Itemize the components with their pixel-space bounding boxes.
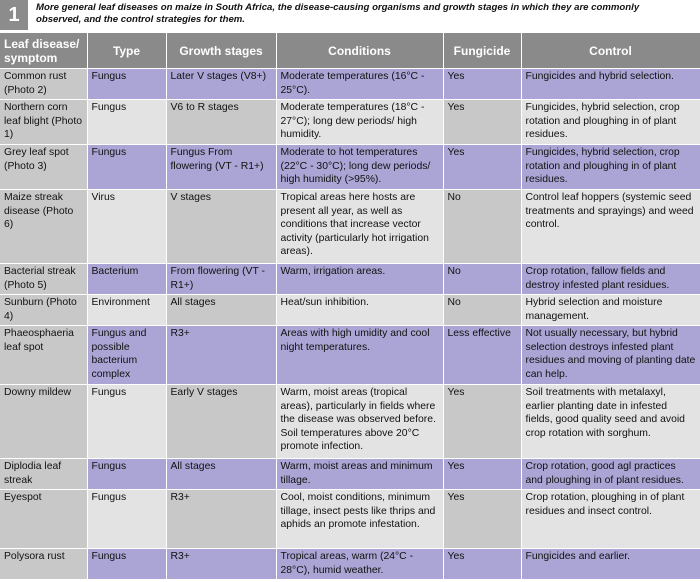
- cell-disease: Grey leaf spot (Photo 3): [0, 145, 87, 190]
- table-row: [0, 100, 700, 145]
- table-row: [0, 190, 700, 264]
- cell-type: Virus: [87, 190, 166, 264]
- cell-disease: Downy mildew: [0, 385, 87, 459]
- cell-control: Crop rotation, fallow fields and destroy infested plant residues.: [521, 264, 700, 295]
- table-row: [0, 69, 700, 100]
- cell-disease: Diplodia leaf streak: [0, 459, 87, 490]
- table-row: [0, 549, 700, 580]
- cell-disease: Eyespot: [0, 490, 87, 549]
- cell-fungicide: Yes: [443, 145, 521, 190]
- cell-control: Hybrid selection and moisture management.: [521, 295, 700, 326]
- cell-disease: Common rust (Photo 2): [0, 69, 87, 100]
- cell-stages: V6 to R stages: [166, 100, 276, 145]
- cell-stages: All stages: [166, 295, 276, 326]
- leaf-disease-table: [0, 33, 700, 580]
- cell-type: Fungus: [87, 459, 166, 490]
- cell-fungicide: Yes: [443, 490, 521, 549]
- table-row: [0, 326, 700, 385]
- cell-control: Fungicides and earlier.: [521, 549, 700, 580]
- table-row: [0, 145, 700, 190]
- cell-stages: V stages: [166, 190, 276, 264]
- cell-fungicide: No: [443, 295, 521, 326]
- cell-conditions: Tropical areas, warm (24°C - 28°C), humid weather.: [276, 549, 443, 580]
- cell-control: Soil treatments with metalaxyl, earlier planting date in infested fields, good quality seed and avoid crop rotation with sorghum.: [521, 385, 700, 459]
- cell-type: Fungus and possible bacterium complex: [87, 326, 166, 385]
- cell-fungicide: No: [443, 264, 521, 295]
- table-row: [0, 295, 700, 326]
- cell-stages: Early V stages: [166, 385, 276, 459]
- cell-fungicide: Yes: [443, 69, 521, 100]
- cell-fungicide: Yes: [443, 100, 521, 145]
- cell-disease: Bacterial streak (Photo 5): [0, 264, 87, 295]
- column-header-disease: Leaf disease/ symptom: [0, 33, 87, 69]
- table-row: [0, 385, 700, 459]
- cell-conditions: Cool, moist conditions, minimum tillage, insect pests like thrips and aphids an promote infestation.: [276, 490, 443, 549]
- cell-type: Bacterium: [87, 264, 166, 295]
- cell-control: Crop rotation, ploughing in of plant residues and insect control.: [521, 490, 700, 549]
- cell-stages: All stages: [166, 459, 276, 490]
- cell-conditions: Heat/sun inhibition.: [276, 295, 443, 326]
- cell-stages: R3+: [166, 326, 276, 385]
- cell-fungicide: Yes: [443, 385, 521, 459]
- cell-disease: Polysora rust: [0, 549, 87, 580]
- cell-fungicide: Yes: [443, 459, 521, 490]
- cell-fungicide: Yes: [443, 549, 521, 580]
- cell-control: Fungicides, hybrid selection, crop rotation and ploughing in of plant residues.: [521, 145, 700, 190]
- table-row: [0, 264, 700, 295]
- cell-stages: Fungus From flowering (VT - R1+): [166, 145, 276, 190]
- column-header-control: Control: [521, 33, 700, 69]
- cell-conditions: Warm, moist areas (tropical areas), particularly in fields where the disease was observed before. Soil temperatures above 20°C promote infection.: [276, 385, 443, 459]
- cell-control: Crop rotation, good agl practices and ploughing in of plant residues.: [521, 459, 700, 490]
- cell-type: Fungus: [87, 549, 166, 580]
- cell-conditions: Warm, irrigation areas.: [276, 264, 443, 295]
- cell-stages: R3+: [166, 549, 276, 580]
- cell-stages: R3+: [166, 490, 276, 549]
- cell-control: Control leaf hoppers (systemic seed treatments and sprayings) and weed control.: [521, 190, 700, 264]
- cell-control: Not usually necessary, but hybrid selection destroys infested plant residues and moving of planting date can help.: [521, 326, 700, 385]
- cell-disease: Phaeosphaeria leaf spot: [0, 326, 87, 385]
- cell-conditions: Warm, moist areas and minimum tillage.: [276, 459, 443, 490]
- cell-type: Fungus: [87, 490, 166, 549]
- column-header-fungicide: Fungicide: [443, 33, 521, 69]
- cell-fungicide: Less effective: [443, 326, 521, 385]
- cell-conditions: Moderate temperatures (18°C - 27°C); long dew periods/ high humidity.: [276, 100, 443, 145]
- table-row: [0, 490, 700, 549]
- table-row: [0, 459, 700, 490]
- cell-disease: Northern corn leaf blight (Photo 1): [0, 100, 87, 145]
- cell-type: Fungus: [87, 69, 166, 100]
- figure-number-badge: 1: [0, 0, 28, 30]
- figure-caption-bar: [0, 0, 700, 32]
- column-header-growth-stages: Growth stages: [166, 33, 276, 69]
- cell-disease: Sunburn (Photo 4): [0, 295, 87, 326]
- cell-control: Fungicides, hybrid selection, crop rotation and ploughing in of plant residues.: [521, 100, 700, 145]
- cell-type: Fungus: [87, 100, 166, 145]
- cell-stages: From flowering (VT - R1+): [166, 264, 276, 295]
- cell-type: Fungus: [87, 385, 166, 459]
- cell-fungicide: No: [443, 190, 521, 264]
- cell-conditions: Areas with high umidity and cool night temperatures.: [276, 326, 443, 385]
- column-header-type: Type: [87, 33, 166, 69]
- cell-type: Environment: [87, 295, 166, 326]
- cell-type: Fungus: [87, 145, 166, 190]
- cell-conditions: Tropical areas here hosts are present all year, as well as conditions that increase vector activity (particularly hot irrigation areas).: [276, 190, 443, 264]
- cell-conditions: Moderate temperatures (16°C - 25°C).: [276, 69, 443, 100]
- cell-stages: Later V stages (V8+): [166, 69, 276, 100]
- cell-conditions: Moderate to hot temperatures (22°C - 30°C); long dew periods/ high humidity (>95%).: [276, 145, 443, 190]
- column-header-conditions: Conditions: [276, 33, 443, 69]
- cell-control: Fungicides and hybrid selection.: [521, 69, 700, 100]
- cell-disease: Maize streak disease (Photo 6): [0, 190, 87, 264]
- table-header-row: [0, 33, 700, 69]
- figure-caption: More general leaf diseases on maize in South Africa, the disease-causing organisms and growth stages in which they are commonly observed, and the control strategies for them.: [36, 2, 640, 25]
